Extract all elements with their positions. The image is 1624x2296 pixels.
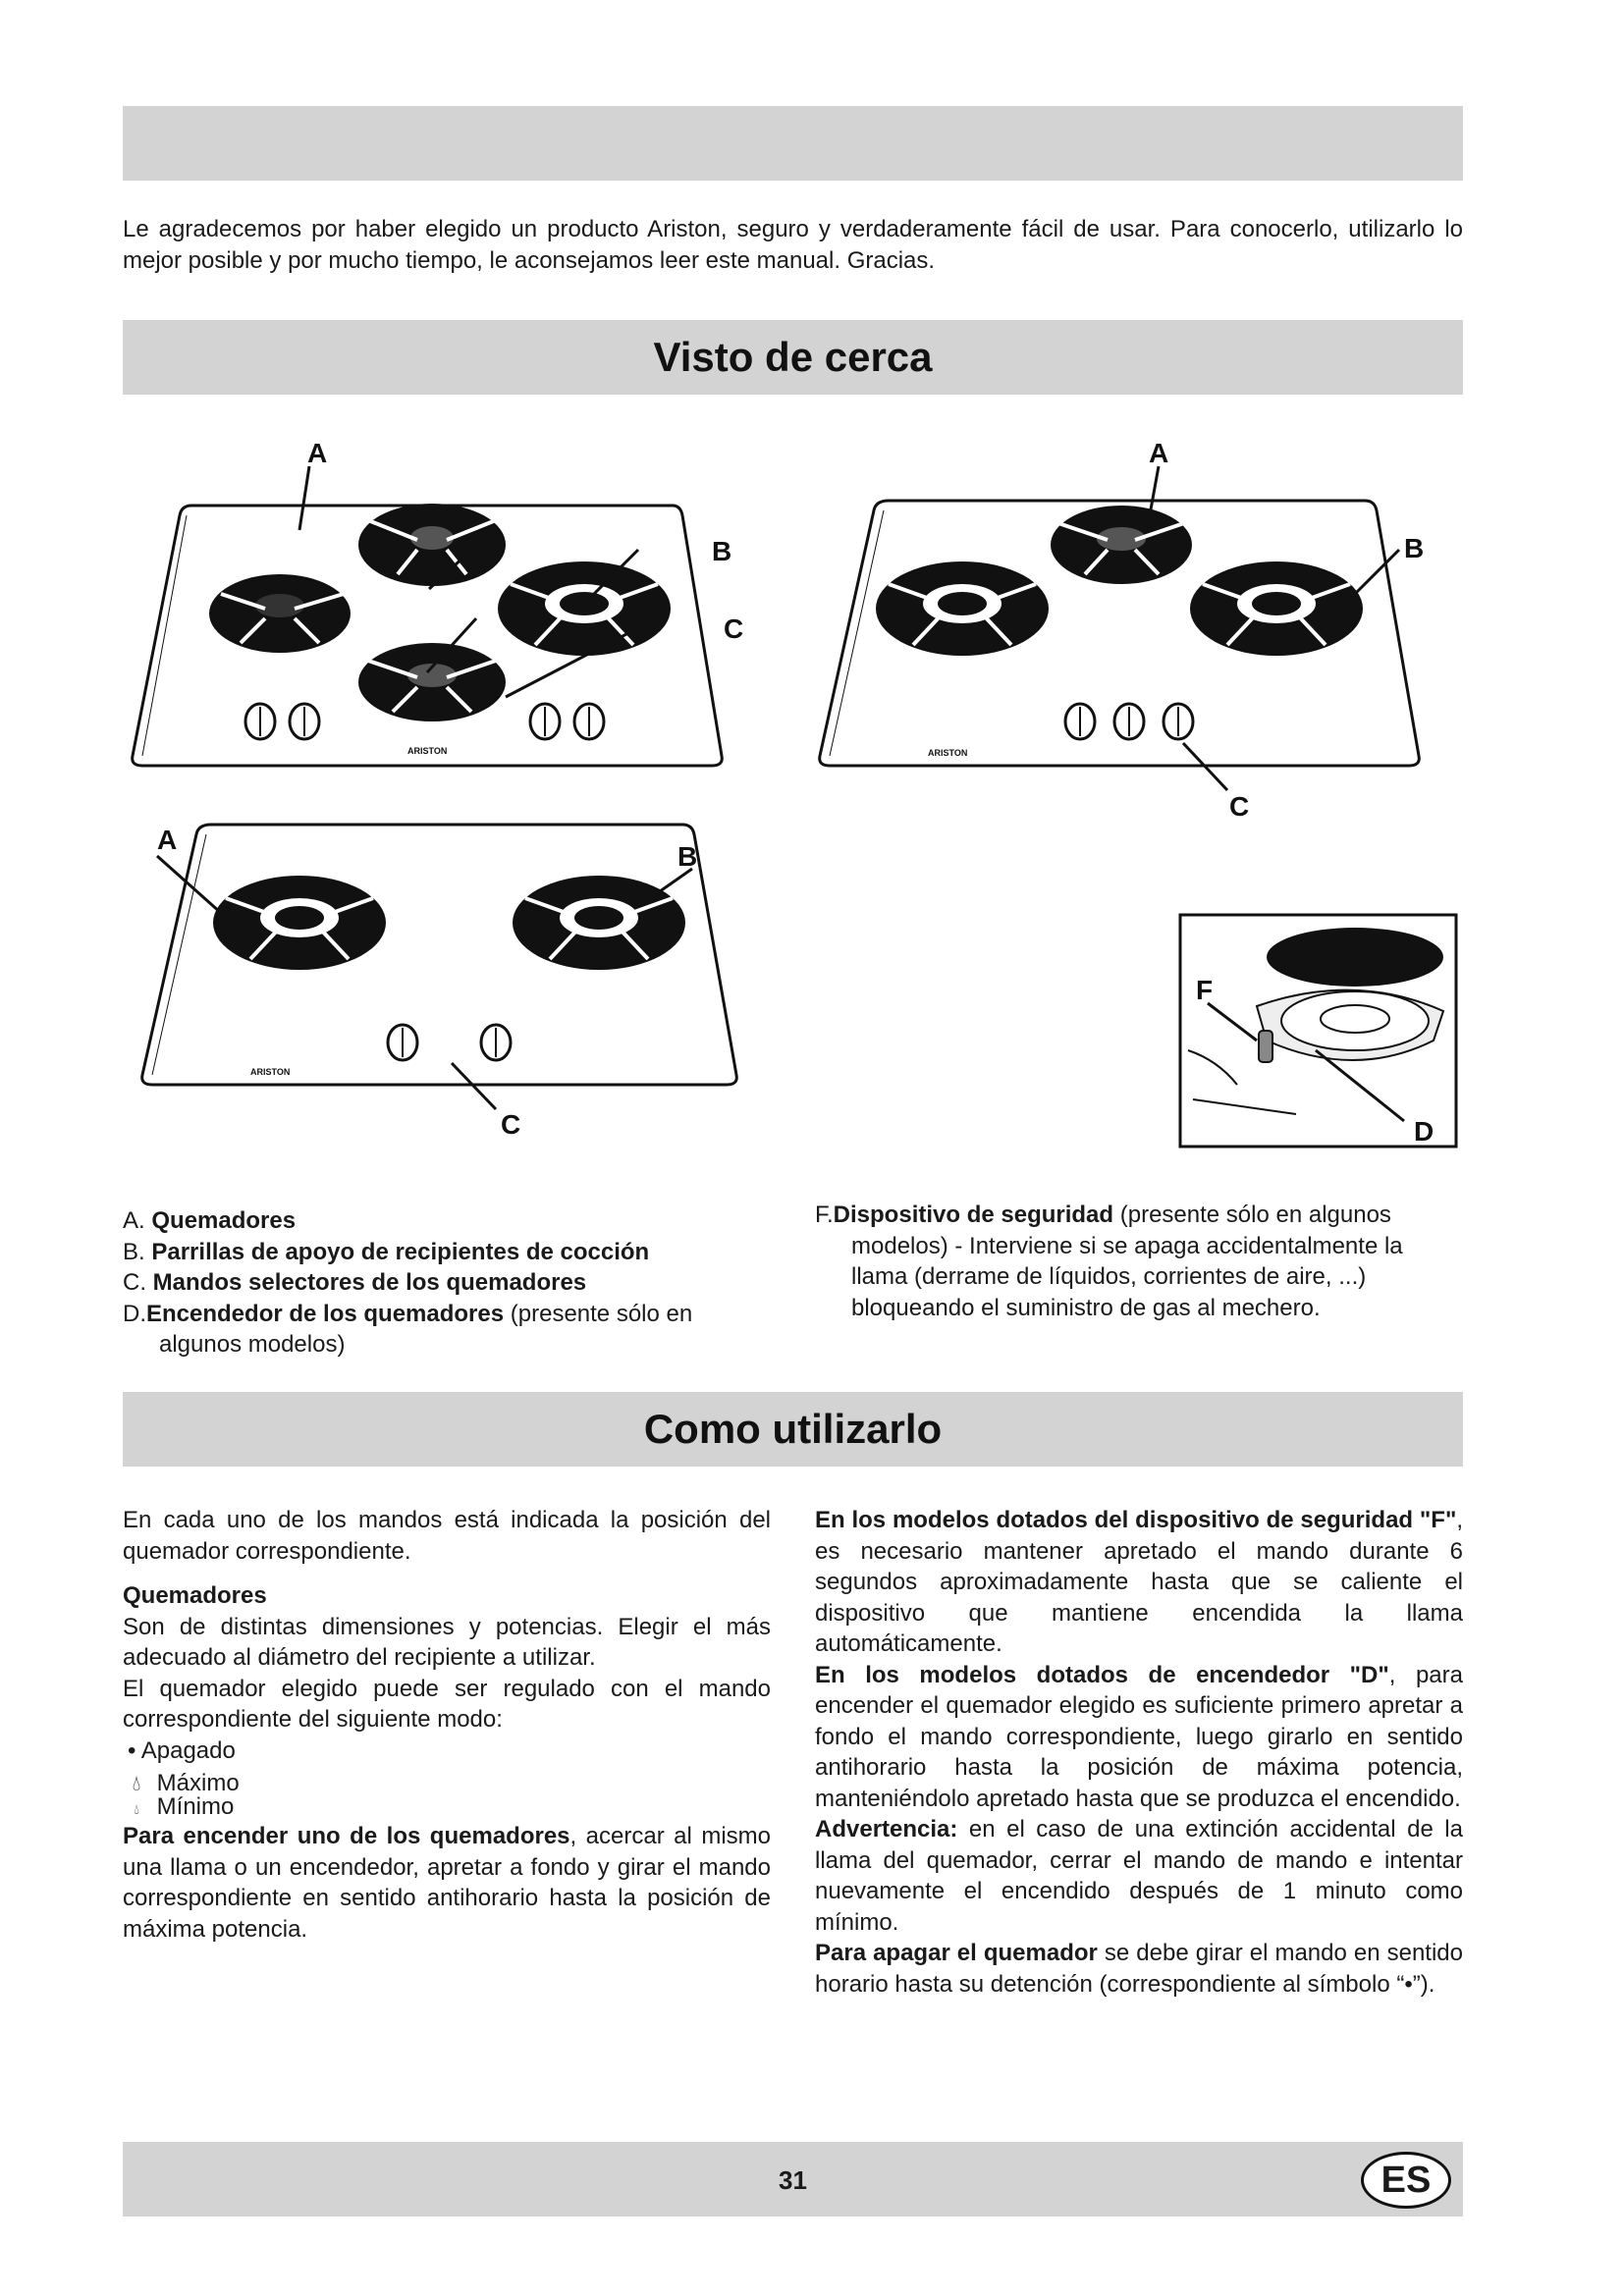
control-knobs	[1065, 704, 1193, 739]
burner-left	[209, 574, 351, 653]
right-p3: Advertencia: en el caso de una extinción accidental de la llama del quemador, cerrar el mando de mando e intentar nuevamente el encendido después de 1 minuto como mínimo.	[815, 1816, 1463, 1936]
hob-diagram-four-burner	[123, 437, 751, 775]
legend-left	[123, 1205, 781, 1361]
right-p2: En los modelos dotados de encendedor "D", para encender el quemador elegido es suficiente primero apretar a fondo el mando correspondiente, luego girarlo en sentido antihorario hasta la posición de máxima potencia, manteniéndolo apretado hasta que se produzca el encendido.	[815, 1661, 1463, 1812]
language-badge: ES	[1361, 2152, 1451, 2209]
hob1-label-b: B	[712, 536, 732, 566]
legend-item-d: D.Encendedor de los quemadores (presente sólo en	[123, 1300, 693, 1327]
burner-top	[1051, 506, 1192, 584]
hob1-label-a: A	[307, 438, 328, 468]
hob-diagram-three-burner	[815, 437, 1443, 820]
left-p1: En cada uno de los mandos está indicada la posición del quemador correspondiente.	[123, 1507, 771, 1565]
legend-item-f-line4: bloqueando el suministro de gas al mechero.	[851, 1294, 1321, 1321]
usage-left-column	[123, 1505, 771, 1945]
hob3-label-b: B	[677, 841, 698, 872]
legend-item-c: C. Mandos selectores de los quemadores	[123, 1269, 587, 1296]
hob2-label-c: C	[1229, 791, 1250, 820]
legend-item-f-line3: llama (derrame de líquidos, corrientes de aire, ...)	[851, 1263, 1367, 1290]
legend-item-f: F.Dispositivo de seguridad (presente sólo en algunos	[815, 1201, 1391, 1228]
legend-item-a: A. Quemadores	[123, 1207, 297, 1234]
detail-label-d: D	[1414, 1116, 1435, 1147]
page-number: 31	[779, 2165, 807, 2195]
hob3-label-c: C	[501, 1109, 521, 1140]
left-p2: Son de distintas dimensiones y potencias. Elegir el más adecuado al diámetro del recipiente a utilizar.	[123, 1613, 771, 1671]
section-title-visto: Visto de cerca	[653, 334, 933, 380]
burner-right	[1190, 561, 1363, 656]
hob3-brand: ARISTON	[250, 1067, 291, 1077]
burner-detail-diagram	[1178, 913, 1458, 1148]
left-p4: Para encender uno de los quemadores, acercar al mismo una llama o un encendedor, apretar a fondo y girar el mando correspondiente en sentido antihorario hasta la posición de máxima potencia.	[123, 1823, 772, 1943]
burner-top	[358, 504, 506, 586]
left-p3: El quemador elegido puede ser regulado con el mando correspondiente del siguiente modo:	[123, 1675, 771, 1733]
hob1-brand: ARISTON	[407, 746, 448, 756]
flame-large-icon: 💧︎	[132, 1771, 141, 1795]
burner-right	[513, 876, 685, 970]
hob-diagram-two-burner	[137, 815, 766, 1148]
usage-right-column	[815, 1505, 1463, 2000]
footer-bar	[123, 2142, 1463, 2216]
hob2-brand: ARISTON	[928, 748, 968, 758]
legend-item-f-line2: modelos) - Interviene si se apaga accidentalmente la	[851, 1232, 1403, 1259]
legend-right	[815, 1200, 1463, 1323]
hob1-label-c: C	[724, 614, 744, 644]
legend-item-d-cont: algunos modelos)	[159, 1331, 346, 1358]
right-p4: Para apagar el quemador se debe girar el mando en sentido horario hasta su detención (correspondiente al símbolo “•”).	[815, 1940, 1463, 1998]
option-apagado: • Apagado	[128, 1736, 236, 1764]
legend-item-b: B. Parrillas de apoyo de recipientes de cocción	[123, 1238, 650, 1265]
right-p1: En los modelos dotados del dispositivo de seguridad "F", es necesario mantener apretado el mando durante 6 segundos aproximadamente hasta que se caliente el dispositivo que mantiene encendida la llama automáticamente.	[815, 1507, 1463, 1657]
hob2-label-b: B	[1404, 533, 1425, 563]
hob2-label-a: A	[1149, 438, 1169, 468]
flame-small-icon: 💧︎	[134, 1801, 139, 1817]
section-bar-visto	[123, 320, 1463, 395]
left-heading-quemadores: Quemadores	[123, 1582, 267, 1609]
burner-left	[876, 561, 1049, 656]
burner-bottom	[358, 643, 506, 721]
burner-left	[213, 876, 386, 970]
option-minimo: 💧︎ Mínimo	[123, 1795, 771, 1821]
top-header-bar	[123, 106, 1463, 181]
option-maximo: 💧︎ Máximo	[123, 1772, 771, 1795]
burner-right	[498, 561, 671, 656]
detail-label-f: F	[1196, 975, 1214, 1005]
hob3-label-a: A	[157, 825, 178, 855]
section-bar-como	[123, 1392, 1463, 1467]
section-title-como: Como utilizarlo	[643, 1406, 943, 1452]
intro-paragraph: Le agradecemos por haber elegido un producto Ariston, seguro y verdaderamente fácil de usar. Para conocerlo, utilizarlo lo mejor posible y por mucho tiempo, le aconsejamos leer este manual. Gracias.	[123, 216, 1463, 274]
